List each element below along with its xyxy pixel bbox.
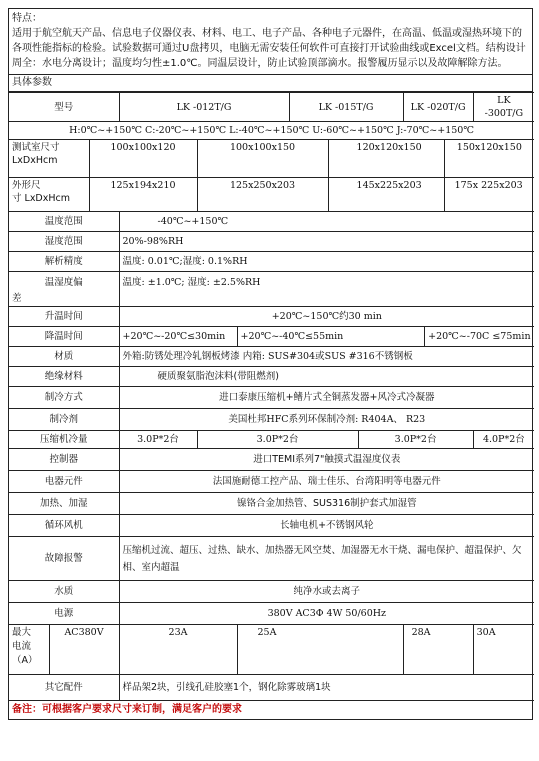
deviation-label-line2: 差 — [12, 293, 22, 304]
outer-size-012: 125x194x210 — [89, 178, 197, 212]
heating-time-label: 升温时间 — [9, 307, 119, 327]
humidity-range-label: 湿度范围 — [9, 232, 119, 252]
temp-range-label: 温度范围 — [9, 212, 119, 232]
spec-table — [9, 92, 534, 701]
max-current-012: 23A — [119, 625, 237, 675]
accessories-value: 样品架2块，引线孔硅胶塞1个，钢化除雾玻璃1块 — [119, 675, 534, 701]
table-row — [9, 409, 534, 431]
compressor-label: 压缩机冷量 — [9, 431, 119, 449]
compressor-300: 4.0P*2台 — [473, 431, 534, 449]
table-row — [9, 252, 534, 272]
resolution-value: 温度: 0.01℃;湿度: 0.1%RH — [119, 252, 534, 272]
model-300: LK -300T/G — [473, 93, 534, 122]
controller-label: 控制器 — [9, 449, 119, 471]
cooling-method-value: 进口泰康压缩机+鳍片式全铜蒸发器+风冷式冷凝器 — [119, 387, 534, 409]
inner-size-label — [9, 140, 89, 178]
inner-size-012: 100x100x120 — [89, 140, 197, 178]
table-row — [9, 675, 534, 701]
table-row — [9, 625, 534, 675]
deviation-label — [9, 272, 119, 307]
inner-size-020: 120x120x150 — [328, 140, 444, 178]
electrical-value: 法国施耐德工控产品、瑞士佳乐、台湾阳明等电器元件 — [119, 471, 534, 493]
table-row — [9, 471, 534, 493]
fan-label: 循环风机 — [9, 515, 119, 537]
max-current-020: 28A — [403, 625, 473, 675]
cooling-time-label: 降温时间 — [9, 327, 119, 347]
outer-size-020: 145x225x203 — [328, 178, 444, 212]
model-015: LK -015T/G — [289, 93, 403, 122]
power-label: 电源 — [9, 603, 119, 625]
table-row — [9, 537, 534, 581]
features-text: 适用于航空航天产品、信息电子仪器仪表、材料、电工、电子产品、各种电子元器件，在高温、低温或湿热环境下的各项性能指标的检验。试验数据可通过U盘拷贝，电脑无需安装任何软件可直接打开试验曲线或Excel文档。结构设计周全：水电分离设计；温度均匀性±1.0℃。同温层设计，防止试验顶部滴水。报警履历显示以及故障解除方法。 — [12, 28, 526, 69]
table-row — [9, 387, 534, 409]
temp-range-line: H:0℃~+150℃ C:-20℃~+150℃ L:-40℃~+150℃ U:-60℃~+150℃ J:-70℃~+150℃ — [9, 122, 534, 140]
cooling-method-label: 制冷方式 — [9, 387, 119, 409]
table-row — [9, 515, 534, 537]
table-row — [9, 140, 534, 178]
section-title: 具体参数 — [9, 75, 532, 92]
cooling-time-70: +20℃~-70C ≤75min — [424, 327, 534, 347]
inner-size-015: 100x100x150 — [197, 140, 328, 178]
table-row — [9, 212, 534, 232]
outer-size-300: 175x 225x203 — [444, 178, 534, 212]
refrigerant-label: 制冷剂 — [9, 409, 119, 431]
inner-size-label-line1: 测试室尺寸 — [12, 142, 60, 153]
model-012: LK -012T/G — [119, 93, 289, 122]
refrigerant-value: 美国杜邦HFC系列环保制冷剂: R404A、 R23 — [119, 409, 534, 431]
material-label: 材质 — [9, 347, 119, 367]
heating-time-value: +20℃~150℃约30 min — [119, 307, 534, 327]
temp-range-value: -40℃~+150℃ — [119, 212, 534, 232]
table-row — [9, 603, 534, 625]
compressor-020: 3.0P*2台 — [358, 431, 473, 449]
electrical-label: 电器元件 — [9, 471, 119, 493]
table-row — [9, 431, 534, 449]
accessories-label: 其它配件 — [9, 675, 119, 701]
table-row — [9, 272, 534, 307]
outer-size-015: 125x250x203 — [197, 178, 328, 212]
max-current-label-line1: 最大 — [12, 627, 32, 638]
table-row — [9, 232, 534, 252]
cooling-time-20: +20℃~-20℃≤30min — [119, 327, 237, 347]
inner-size-label-line2: LxDxHcm — [12, 155, 58, 166]
model-020: LK -020T/G — [403, 93, 473, 122]
table-row — [9, 367, 534, 387]
max-current-015: 25A — [237, 625, 403, 675]
max-current-label-line2: 电流 — [12, 641, 32, 652]
outer-size-label — [9, 178, 89, 212]
compressor-015: 3.0P*2台 — [197, 431, 358, 449]
fan-value: 长轴电机+不锈钢风轮 — [119, 515, 534, 537]
cooling-time-40: +20℃~-40℃≤55min — [237, 327, 424, 347]
max-current-label-line3: （A） — [12, 655, 38, 666]
table-row — [9, 93, 534, 122]
resolution-label: 解析精度 — [9, 252, 119, 272]
table-row — [9, 347, 534, 367]
max-current-voltage: AC380V — [49, 625, 119, 675]
compressor-012: 3.0P*2台 — [119, 431, 197, 449]
table-row — [9, 493, 534, 515]
controller-value: 进口TEMI系列7"触摸式温湿度仪表 — [119, 449, 534, 471]
water-label: 水质 — [9, 581, 119, 603]
spec-sheet — [8, 8, 533, 720]
power-value: 380V AC3Φ 4W 50/60Hz — [119, 603, 534, 625]
alarm-value: 压缩机过流、超压、过热、缺水、加热器无风空焚、加湿器无水干烧、漏电保护、超温保护、欠相、室内超温 — [119, 537, 534, 581]
heater-label: 加热、加湿 — [9, 493, 119, 515]
max-current-label — [9, 625, 49, 675]
water-value: 纯净水或去离子 — [119, 581, 534, 603]
outer-size-label-line2: 寸 LxDxHcm — [12, 193, 70, 204]
alarm-label: 故障报警 — [9, 537, 119, 581]
deviation-value: 温度: ±1.0℃; 湿度: ±2.5%RH — [119, 272, 534, 307]
features-block — [9, 9, 532, 75]
table-row — [9, 449, 534, 471]
features-heading: 特点： — [12, 13, 42, 24]
table-row — [9, 122, 534, 140]
max-current-300: 30A — [473, 625, 534, 675]
outer-size-label-line1: 外形尺 — [12, 180, 41, 191]
footer-note: 备注：可根据客户要求尺寸来订制，满足客户的要求 — [12, 704, 242, 715]
heater-value: 镍铬合金加热管、SUS316制护套式加湿管 — [119, 493, 534, 515]
deviation-label-line1: 温湿度偏 — [44, 277, 83, 288]
table-row — [9, 327, 534, 347]
inner-size-300: 150x120x150 — [444, 140, 534, 178]
humidity-range-value: 20%-98%RH — [119, 232, 534, 252]
insulation-value: 硬质聚氨脂泡沫料(带阻燃剂) — [119, 367, 534, 387]
insulation-label: 绝缘材料 — [9, 367, 119, 387]
table-row — [9, 178, 534, 212]
table-row — [9, 581, 534, 603]
material-value: 外箱:防锈处理冷轧钢板烤漆 内箱: SUS#304或SUS #316不锈钢板 — [119, 347, 534, 367]
table-row — [9, 307, 534, 327]
model-label: 型号 — [9, 93, 119, 122]
